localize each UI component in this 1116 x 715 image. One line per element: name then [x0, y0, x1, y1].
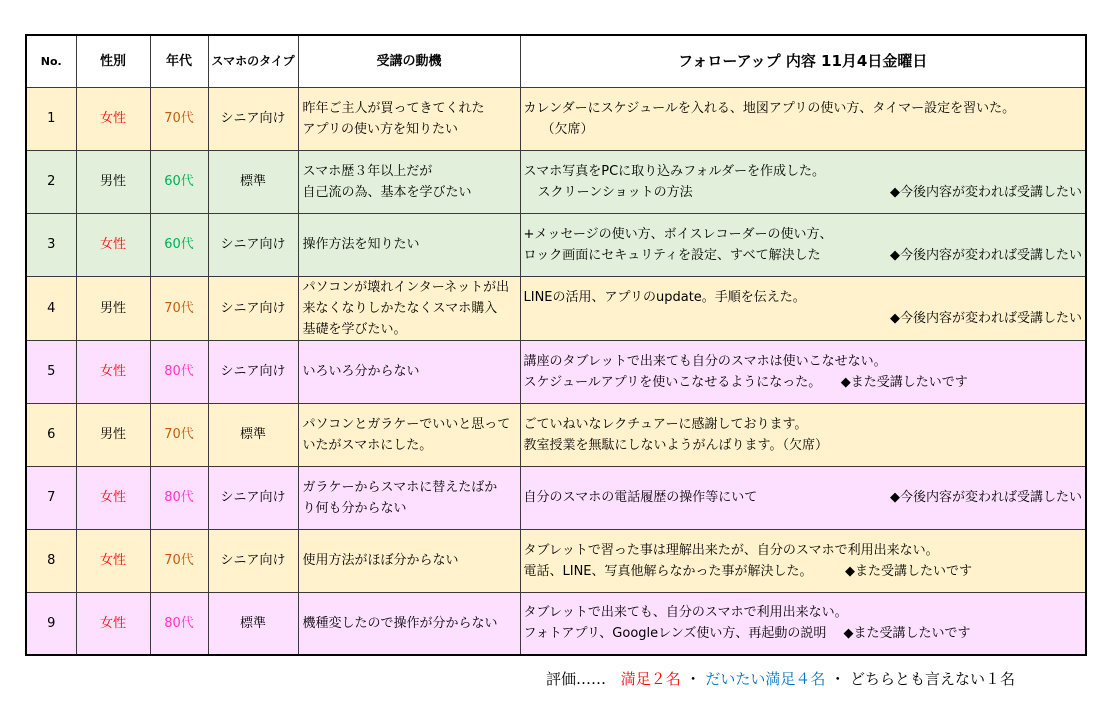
followup-line	[524, 182, 1083, 203]
survey-table	[25, 34, 1087, 656]
cell-followup	[520, 87, 1086, 150]
cell-no: 7	[26, 466, 76, 529]
followup-line	[524, 414, 1083, 435]
cell-gender: 女性	[76, 592, 150, 655]
motive-line: 昨年ご主人が買ってきてくれた	[302, 100, 485, 116]
cell-type: 標準	[208, 150, 298, 213]
table-row	[26, 466, 1086, 529]
followup-line	[524, 602, 1083, 623]
followup-line	[524, 435, 1083, 456]
cell-gender: 女性	[76, 529, 150, 592]
cell-age: 60代	[150, 150, 208, 213]
cell-motive	[298, 466, 520, 529]
cell-type: シニア向け	[208, 276, 298, 340]
motive-line: 基礎を学びたい。	[302, 321, 407, 337]
cell-followup	[520, 529, 1086, 592]
followup-line	[524, 487, 1083, 508]
cell-motive	[298, 276, 520, 340]
cell-followup	[520, 276, 1086, 340]
motive-line: 機種変したので操作が分からない	[302, 615, 498, 631]
table-row	[26, 403, 1086, 466]
followup-text: ロック画面にセキュリティを設定、すべて解決した	[523, 247, 821, 263]
cell-age: 80代	[150, 592, 208, 655]
followup-text: +メッセージの使い方、ボイスレコーダーの使い方、	[523, 226, 833, 242]
followup-text: 教室授業を無駄にしないようがんばります。（欠席）	[523, 437, 828, 453]
followup-text: スマホ写真をPCに取り込みフォルダーを作成した。	[523, 163, 825, 179]
cell-gender: 女性	[76, 213, 150, 276]
followup-note: ◆今後内容が変われば受講したい	[890, 247, 1082, 263]
cell-followup	[520, 403, 1086, 466]
followup-line	[524, 540, 1083, 561]
cell-followup	[520, 466, 1086, 529]
cell-age: 80代	[150, 340, 208, 403]
header-motive: 受講の動機	[298, 35, 520, 87]
motive-line: パソコンとガラケーでいいと思って	[302, 416, 511, 432]
summary-line	[546, 668, 1015, 689]
header-age: 年代	[150, 35, 208, 87]
followup-line	[524, 623, 1083, 644]
followup-note: ◆今後内容が変われば受講したい	[890, 490, 1082, 505]
followup-text: LINEの活用、アプリのupdate。手順を伝えた。	[523, 290, 806, 305]
cell-age: 70代	[150, 87, 208, 150]
followup-text: スクリーンショットの方法	[537, 184, 693, 200]
cell-gender: 女性	[76, 340, 150, 403]
motive-line: いろいろ分からない	[302, 364, 420, 379]
followup-text: 講座のタブレットで出来ても自分のスマホは使いこなせない。	[523, 353, 887, 369]
cell-type: シニア向け	[208, 340, 298, 403]
header-gender: 性別	[76, 35, 150, 87]
cell-motive	[298, 529, 520, 592]
followup-line	[524, 98, 1083, 119]
followup-line	[524, 308, 1083, 329]
cell-no: 8	[26, 529, 76, 592]
followup-line	[524, 245, 1083, 266]
cell-age: 70代	[150, 276, 208, 340]
cell-type: シニア向け	[208, 466, 298, 529]
followup-text: 自分のスマホの電話履歴の操作等にいて	[523, 490, 758, 505]
motive-line: 使用方法がほぼ分からない	[302, 553, 459, 568]
cell-gender: 女性	[76, 466, 150, 529]
followup-line	[524, 561, 1083, 582]
table-row	[26, 87, 1086, 150]
motive-line: スマホ歴３年以上だが	[302, 163, 433, 179]
motive-line: り何も分からない	[302, 500, 407, 516]
motive-line: 操作方法を知りたい	[302, 237, 420, 252]
cell-followup	[520, 592, 1086, 655]
cell-motive	[298, 403, 520, 466]
cell-no: 3	[26, 213, 76, 276]
summary-separator: ・	[685, 670, 701, 688]
cell-followup	[520, 213, 1086, 276]
table-row	[26, 340, 1086, 403]
cell-age: 70代	[150, 529, 208, 592]
summary-satisfied: 満足２名	[620, 670, 681, 688]
summary-label: 評価……	[546, 670, 607, 688]
followup-line	[524, 224, 1083, 245]
table-row	[26, 213, 1086, 276]
followup-text: タブレットで出来ても、自分のスマホで利用出来ない。	[523, 605, 848, 621]
cell-type: シニア向け	[208, 87, 298, 150]
followup-text: タブレットで習った事は理解出来たが、自分のスマホで利用出来ない。	[523, 542, 939, 558]
summary-neutral: どちらとも言えない１名	[849, 670, 1015, 688]
motive-line: パソコンが壊れインターネットが出	[302, 279, 510, 295]
followup-line	[524, 351, 1083, 372]
cell-gender: 男性	[76, 276, 150, 340]
cell-age: 70代	[150, 403, 208, 466]
cell-no: 1	[26, 87, 76, 150]
header-row	[26, 35, 1086, 87]
cell-type: シニア向け	[208, 213, 298, 276]
motive-line: アプリの使い方を知りたい	[302, 121, 458, 137]
cell-motive	[298, 213, 520, 276]
cell-no: 6	[26, 403, 76, 466]
cell-motive	[298, 150, 520, 213]
cell-no: 4	[26, 276, 76, 340]
motive-line: いたがスマホにした。	[302, 437, 433, 453]
cell-gender: 男性	[76, 403, 150, 466]
cell-no: 5	[26, 340, 76, 403]
followup-line	[524, 287, 1083, 308]
cell-motive	[298, 592, 520, 655]
summary-mostly-satisfied: だいたい満足４名	[705, 670, 826, 688]
followup-text: フォトアプリ、Googleレンズ使い方、再起動の説明 ◆また受講したいです	[523, 626, 971, 642]
table-body	[26, 87, 1086, 655]
followup-line	[524, 161, 1083, 182]
cell-type: 標準	[208, 403, 298, 466]
summary-separator: ・	[830, 670, 846, 688]
cell-motive	[298, 87, 520, 150]
cell-no: 2	[26, 150, 76, 213]
cell-motive	[298, 340, 520, 403]
followup-note: ◆今後内容が変われば受講したい	[890, 311, 1082, 326]
followup-note: ◆今後内容が変われば受講したい	[890, 184, 1082, 200]
followup-line	[524, 372, 1083, 393]
cell-gender: 男性	[76, 150, 150, 213]
cell-type: 標準	[208, 592, 298, 655]
header-no: No.	[26, 35, 76, 87]
motive-line: ガラケーからスマホに替えたばか	[302, 479, 498, 495]
table-row	[26, 529, 1086, 592]
table-row	[26, 276, 1086, 340]
followup-line	[524, 119, 1083, 140]
cell-followup	[520, 150, 1086, 213]
header-type: スマホのタイプ	[208, 35, 298, 87]
header-followup: フォローアップ 内容 11月4日金曜日	[520, 35, 1086, 87]
table-row	[26, 592, 1086, 655]
cell-followup	[520, 340, 1086, 403]
followup-text: スケジュールアプリを使いこなせるようになった。 ◆また受講したいです	[523, 374, 968, 390]
cell-no: 9	[26, 592, 76, 655]
followup-text: （欠席）	[541, 121, 594, 137]
motive-line: 自己流の為、基本を学びたい	[302, 184, 472, 200]
motive-line: 来なくなりしかたなくスマホ購入	[302, 300, 498, 316]
cell-type: シニア向け	[208, 529, 298, 592]
followup-text: ごていねいなレクチュアーに感謝しております。	[523, 416, 808, 432]
cell-gender: 女性	[76, 87, 150, 150]
cell-age: 80代	[150, 466, 208, 529]
followup-text: 電話、LINE、写真他解らなかった事が解決した。 ◆また受講したいです	[523, 563, 973, 579]
table-row	[26, 150, 1086, 213]
cell-age: 60代	[150, 213, 208, 276]
followup-text: カレンダーにスケジュールを入れる、地図アプリの使い方、タイマー設定を習いた。	[523, 100, 1016, 116]
